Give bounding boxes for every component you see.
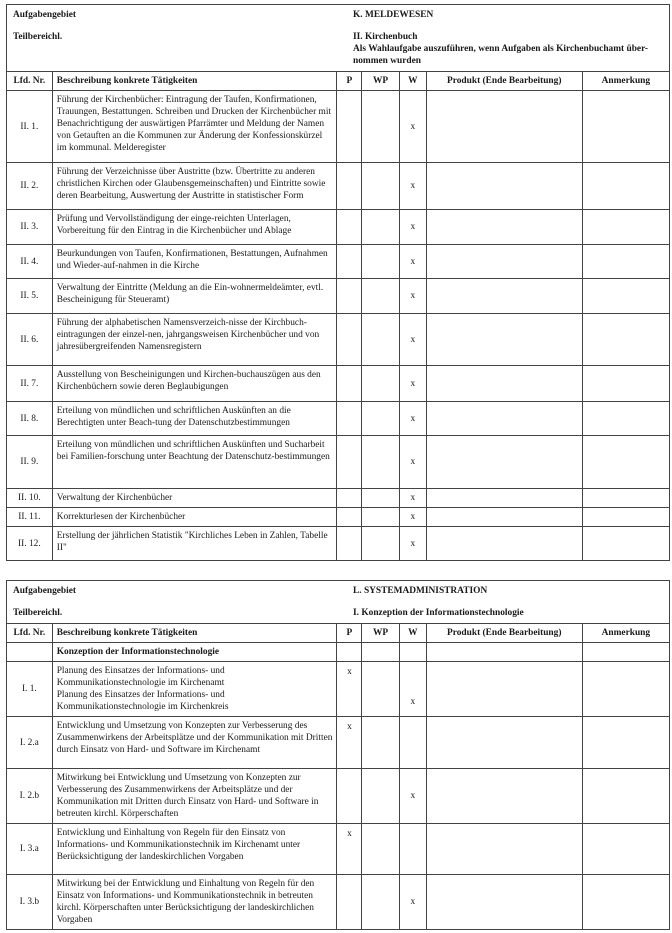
row-w — [399, 824, 426, 875]
row-wp — [362, 366, 399, 402]
row-w: x — [399, 508, 426, 527]
table-row — [7, 91, 670, 163]
area-value: L. SYSTEMADMINISTRATION — [353, 586, 488, 596]
row-w: x — [399, 527, 426, 561]
label-aufgabengebiet: Aufgabengebiet — [13, 10, 77, 20]
row-wp — [362, 489, 399, 508]
row-wp — [362, 91, 399, 163]
row-produkt — [426, 527, 582, 561]
col-w: W — [399, 624, 426, 643]
col-w: W — [399, 72, 426, 91]
table-row — [7, 163, 670, 210]
row-w: x — [399, 210, 426, 245]
row-wp — [362, 279, 399, 314]
row-p: x — [337, 824, 362, 875]
row-wp — [362, 662, 399, 717]
row-description: Entwicklung und Einhaltung von Regeln für den Einsatz von Informations- und Kommunikationstechnik im Kirchenamt unter Berücksichtigung der landeskirchlichen Vorgaben — [52, 824, 337, 875]
row-p — [337, 436, 362, 489]
table-row — [7, 769, 670, 824]
section-k-header — [6, 4, 670, 71]
table-header-row — [7, 624, 670, 643]
row-p — [337, 366, 362, 402]
row-description: Verwaltung der Eintritte (Meldung an die Ein-wohnermeldeämter, evtl. Bescheinigung für Steueramt) — [52, 279, 337, 314]
row-w — [399, 717, 426, 769]
table-row — [7, 662, 670, 717]
row-number: II. 4. — [7, 245, 53, 279]
row-description: Mitwirkung bei Entwicklung und Umsetzung von Konzepten zur Verbesserung des Zusammenwirkens der Arbeitsplätze und der Kommunikation mit Dritten durch Einsatz von Hard- und Software in betreuten kirchl. Körperschaften — [52, 769, 337, 824]
section-l — [6, 580, 670, 930]
row-wp — [362, 163, 399, 210]
sub-value: I. Konzeption der Informationstechnologie — [353, 608, 524, 619]
row-p — [337, 769, 362, 824]
row-w: x — [399, 402, 426, 436]
row-anmerkung — [582, 508, 669, 527]
table-row — [7, 210, 670, 245]
row-w: x — [399, 662, 426, 717]
row-wp — [362, 402, 399, 436]
col-produkt: Produkt (Ende Bearbeitung) — [426, 624, 582, 643]
row-description: Erstellung der jährlichen Statistik "Kirchliches Leben in Zahlen, Tabelle II" — [52, 527, 337, 561]
table-row — [7, 643, 670, 662]
row-produkt — [426, 210, 582, 245]
section-k — [6, 4, 670, 561]
row-description: Ausstellung von Bescheinigungen und Kirchen-buchauszügen aus den Kirchenbüchern sowie deren Beglaubigungen — [52, 366, 337, 402]
col-wp: WP — [362, 624, 399, 643]
row-anmerkung — [582, 875, 669, 930]
row-number: II. 12. — [7, 527, 53, 561]
table-row — [7, 436, 670, 489]
row-anmerkung — [582, 436, 669, 489]
row-anmerkung — [582, 91, 669, 163]
row-number: II. 7. — [7, 366, 53, 402]
row-number: II. 2. — [7, 163, 53, 210]
row-number: I. 1. — [7, 662, 53, 717]
col-beschreibung: Beschreibung konkrete Tätigkeiten — [52, 72, 337, 91]
row-produkt — [426, 163, 582, 210]
row-wp — [362, 314, 399, 366]
row-description-line-1: Planung des Einsatzes der Informations- und Kommunikationstechnologie im Kirchenamt — [56, 666, 225, 689]
row-p — [337, 279, 362, 314]
row-p — [337, 527, 362, 561]
row-anmerkung — [582, 210, 669, 245]
row-anmerkung — [582, 245, 669, 279]
row-number: II. 3. — [7, 210, 53, 245]
row-anmerkung — [582, 527, 669, 561]
subheading: Konzeption der Informationstechnologie — [52, 643, 337, 662]
row-anmerkung — [582, 279, 669, 314]
label-teilbereich: Teilbereichl. — [13, 608, 63, 619]
row-anmerkung — [582, 314, 669, 366]
row-wp — [362, 769, 399, 824]
table-header-row — [7, 72, 670, 91]
sub-note-line-2: nommen wurden — [353, 56, 421, 67]
table-row — [7, 366, 670, 402]
row-number: II. 1. — [7, 91, 53, 163]
row-produkt — [426, 717, 582, 769]
row-wp — [362, 210, 399, 245]
area-value: K. MELDEWESEN — [353, 10, 434, 20]
row-number: II. 10. — [7, 489, 53, 508]
col-lfd-nr: Lfd. Nr. — [7, 624, 53, 643]
row-produkt — [426, 875, 582, 930]
table-row — [7, 489, 670, 508]
label-teilbereich: Teilbereichl. — [13, 32, 63, 43]
row-produkt — [426, 662, 582, 717]
sub-note-line-1: Als Wahlaufgabe auszuführen, wenn Aufgaben als Kirchenbuchamt über- — [353, 44, 649, 55]
row-anmerkung — [582, 366, 669, 402]
row-produkt — [426, 436, 582, 489]
col-produkt: Produkt (Ende Bearbeitung) — [426, 72, 582, 91]
row-number: II. 6. — [7, 314, 53, 366]
row-p — [337, 91, 362, 163]
row-description: Führung der alphabetischen Namensverzeich-nisse der Kirchbuch-eintragungen der einzel-nen, jahrgangsweisen Kirchenbücher und von jahresübergreifenden Namensregistern — [52, 314, 337, 366]
row-produkt — [426, 245, 582, 279]
row-w: x — [399, 91, 426, 163]
row-p — [337, 402, 362, 436]
row-produkt — [426, 402, 582, 436]
row-wp — [362, 508, 399, 527]
row-produkt — [426, 91, 582, 163]
row-p — [337, 508, 362, 527]
row-description: Entwicklung und Umsetzung von Konzepten zur Verbesserung des Zusammenwirkens der Arbeitsplätze und der Kommunikation mit Dritten durch Einsatz von Hard- und Software im Kirchenamt — [52, 717, 337, 769]
row-description: Prüfung und Vervollständigung der einge-reichten Unterlagen, Vorbereitung für den Eintrag in die Kirchenbücher und Ablage — [52, 210, 337, 245]
row-number: I. 3.b — [7, 875, 53, 930]
row-number: II. 9. — [7, 436, 53, 489]
row-number: I. 2.b — [7, 769, 53, 824]
row-produkt — [426, 279, 582, 314]
table-row — [7, 402, 670, 436]
row-w: x — [399, 436, 426, 489]
table-row — [7, 875, 670, 930]
col-lfd-nr: Lfd. Nr. — [7, 72, 53, 91]
row-w: x — [399, 875, 426, 930]
table-row — [7, 314, 670, 366]
row-description — [52, 662, 337, 717]
row-description: Erteilung von mündlichen und schriftlichen Auskünften und Sucharbeit bei Familien-forschung unter Beachtung der Datenschutz-bestimmungen — [52, 436, 337, 489]
row-number: II. 11. — [7, 508, 53, 527]
row-description: Erteilung von mündlichen und schriftlichen Auskünften an die Berechtigten unter Beach-tung der Datenschutzbestimmungen — [52, 402, 337, 436]
row-p: x — [337, 717, 362, 769]
row-anmerkung — [582, 662, 669, 717]
section-l-header — [6, 580, 670, 623]
table-row — [7, 717, 670, 769]
col-anmerkung: Anmerkung — [582, 624, 669, 643]
col-p: P — [337, 72, 362, 91]
row-p — [337, 210, 362, 245]
row-p — [337, 314, 362, 366]
table-row — [7, 508, 670, 527]
row-description: Korrekturlesen der Kirchenbücher — [52, 508, 337, 527]
row-w: x — [399, 245, 426, 279]
row-wp — [362, 824, 399, 875]
col-anmerkung: Anmerkung — [582, 72, 669, 91]
col-beschreibung: Beschreibung konkrete Tätigkeiten — [52, 624, 337, 643]
row-wp — [362, 527, 399, 561]
task-table-l — [6, 623, 670, 930]
row-w: x — [399, 366, 426, 402]
row-number: II. 8. — [7, 402, 53, 436]
table-row — [7, 824, 670, 875]
row-wp — [362, 436, 399, 489]
row-anmerkung — [582, 163, 669, 210]
row-description: Beurkundungen von Taufen, Konfirmationen, Bestattungen, Aufnahmen und Wieder-auf-nahmen in die Kirche — [52, 245, 337, 279]
label-aufgabengebiet: Aufgabengebiet — [13, 586, 77, 596]
row-number: II. 5. — [7, 279, 53, 314]
row-w: x — [399, 279, 426, 314]
row-description: Verwaltung der Kirchenbücher — [52, 489, 337, 508]
row-description: Mitwirkung bei der Entwicklung und Einhaltung von Regeln für den Einsatz von Informations- und Kommunikationstechnik in betreuten kirchl. Körperschaften unter Berücksichtigung der landeskirchlichen Vorgaben — [52, 875, 337, 930]
table-row — [7, 245, 670, 279]
row-p: x — [337, 662, 362, 717]
row-anmerkung — [582, 717, 669, 769]
task-table-k — [6, 71, 670, 561]
row-produkt — [426, 314, 582, 366]
row-anmerkung — [582, 824, 669, 875]
row-w: x — [399, 314, 426, 366]
row-description: Führung der Kirchenbücher: Eintragung der Taufen, Konfirmationen, Trauungen, Bestattungen. Schreiben und Drucken der Kirchenbücher mit Benachrichtigung der auswärtigen Pfarrämter und Meldung der Namen von Getauften an die Kommunen zur Änderung der Konfessionskürzel im kommunal. Melderegister — [52, 91, 337, 163]
row-produkt — [426, 489, 582, 508]
row-p — [337, 875, 362, 930]
table-row — [7, 279, 670, 314]
row-produkt — [426, 824, 582, 875]
col-p: P — [337, 624, 362, 643]
row-produkt — [426, 769, 582, 824]
table-row — [7, 527, 670, 561]
row-number: I. 3.a — [7, 824, 53, 875]
row-w: x — [399, 489, 426, 508]
row-p — [337, 245, 362, 279]
sub-value: II. Kirchenbuch — [353, 32, 418, 43]
row-wp — [362, 245, 399, 279]
row-number: I. 2.a — [7, 717, 53, 769]
row-description: Führung der Verzeichnisse über Austritte (bzw. Übertritte zu anderen christlichen Kirchen oder Glaubensgemeinschaften) und Eintritte sowie deren Bearbeitung, Auswertung der Austritte in statistischer Form — [52, 163, 337, 210]
row-w: x — [399, 163, 426, 210]
row-anmerkung — [582, 489, 669, 508]
row-p — [337, 163, 362, 210]
row-produkt — [426, 366, 582, 402]
row-produkt — [426, 508, 582, 527]
row-wp — [362, 717, 399, 769]
row-anmerkung — [582, 769, 669, 824]
col-wp: WP — [362, 72, 399, 91]
row-p — [337, 489, 362, 508]
row-wp — [362, 875, 399, 930]
row-description-line-2: Planung des Einsatzes der Informations- und Kommunikationstechnologie im Kirchenkreis — [56, 690, 229, 713]
row-anmerkung — [582, 402, 669, 436]
row-w: x — [399, 769, 426, 824]
